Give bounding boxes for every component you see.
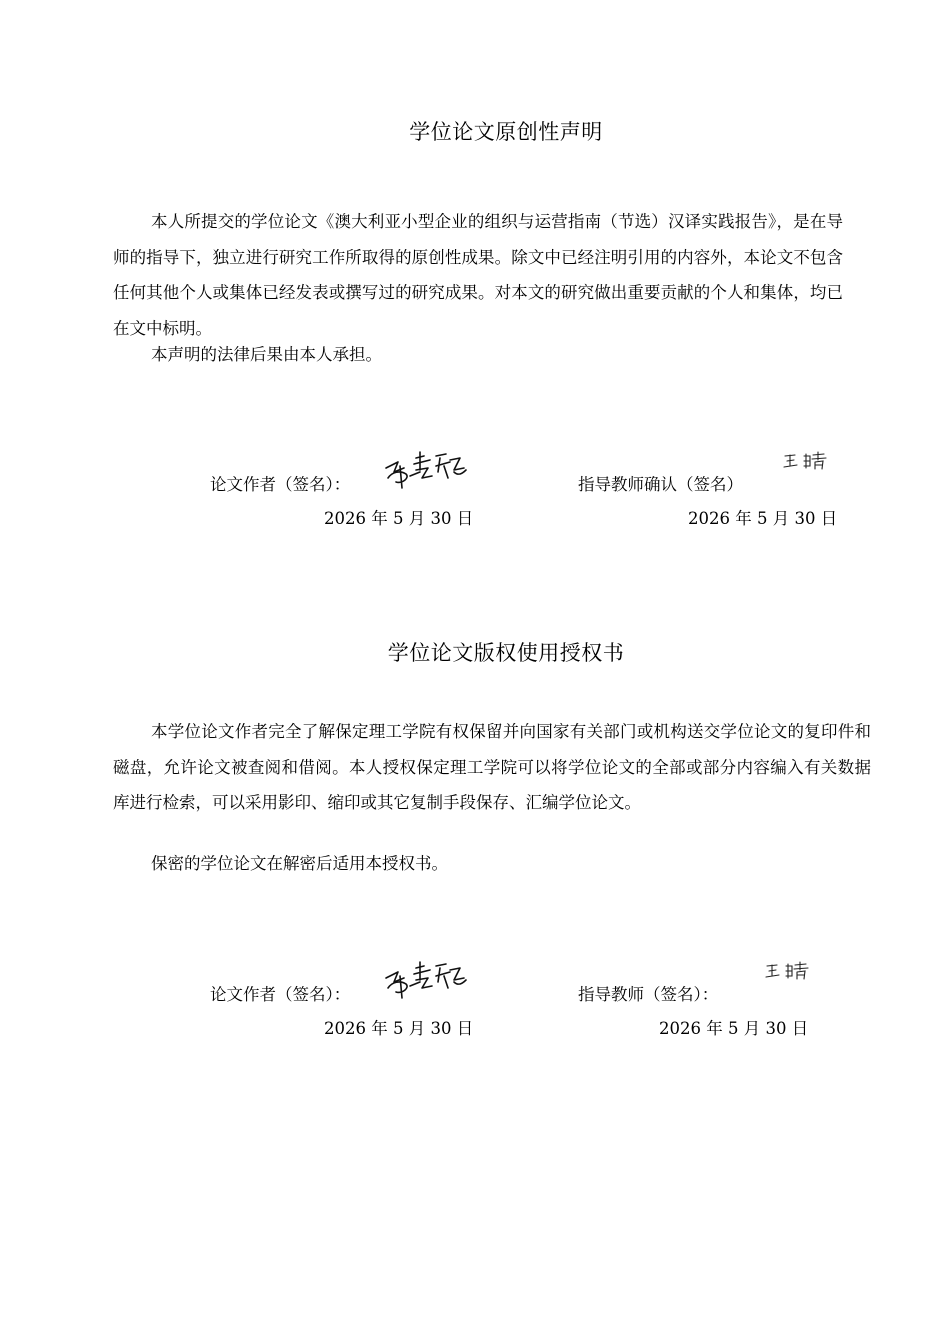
originality-paragraph-2: 本声明的法律后果由本人承担。 (151, 345, 382, 364)
author-signature-image-2 (380, 958, 470, 1002)
originality-paragraph-1: 本人所提交的学位论文《澳大利亚小型企业的组织与运营指南（节选）汉译实践报告》，是在导师的指导下，独立进行研究工作所取得的原创性成果。除文中已经注明引用的内容外，本论文不包含任何其他个人或集体已经发表或撰写过的研究成果。对本文的研究做出重要贡献的个人和集体，均已在文中标明。 (113, 212, 843, 338)
originality-author-date: 2026 年 5 月 30 日 (324, 509, 474, 528)
authorization-author-date: 2026 年 5 月 30 日 (324, 1019, 474, 1038)
originality-advisor-label: 指导教师确认（签名） (578, 475, 743, 494)
authorization-title: 学位论文版权使用授权书 (387, 641, 625, 665)
authorization-author-label: 论文作者（签名）： (210, 985, 351, 1004)
originality-advisor-date: 2026 年 5 月 30 日 (688, 509, 838, 528)
advisor-signature-image-1 (782, 450, 830, 472)
authorization-paragraph-2: 保密的学位论文在解密后适用本授权书。 (151, 854, 448, 873)
originality-title: 学位论文原创性声明 (409, 120, 603, 144)
authorization-paragraph-1: 本学位论文作者完全了解保定理工学院有权保留并向国家有关部门或机构送交学位论文的复印件和磁盘，允许论文被查阅和借阅。本人授权保定理工学院可以将学位论文的全部或部分内容编入有关数据库进行检索，可以采用影印、缩印或其它复制手段保存、汇编学位论文。 (113, 722, 871, 812)
advisor-signature-image-2 (764, 960, 812, 982)
authorization-advisor-date: 2026 年 5 月 30 日 (659, 1019, 809, 1038)
authorization-advisor-label: 指导教师（签名）： (578, 985, 719, 1004)
originality-author-label: 论文作者（签名）： (210, 475, 351, 494)
author-signature-image-1 (380, 448, 470, 492)
